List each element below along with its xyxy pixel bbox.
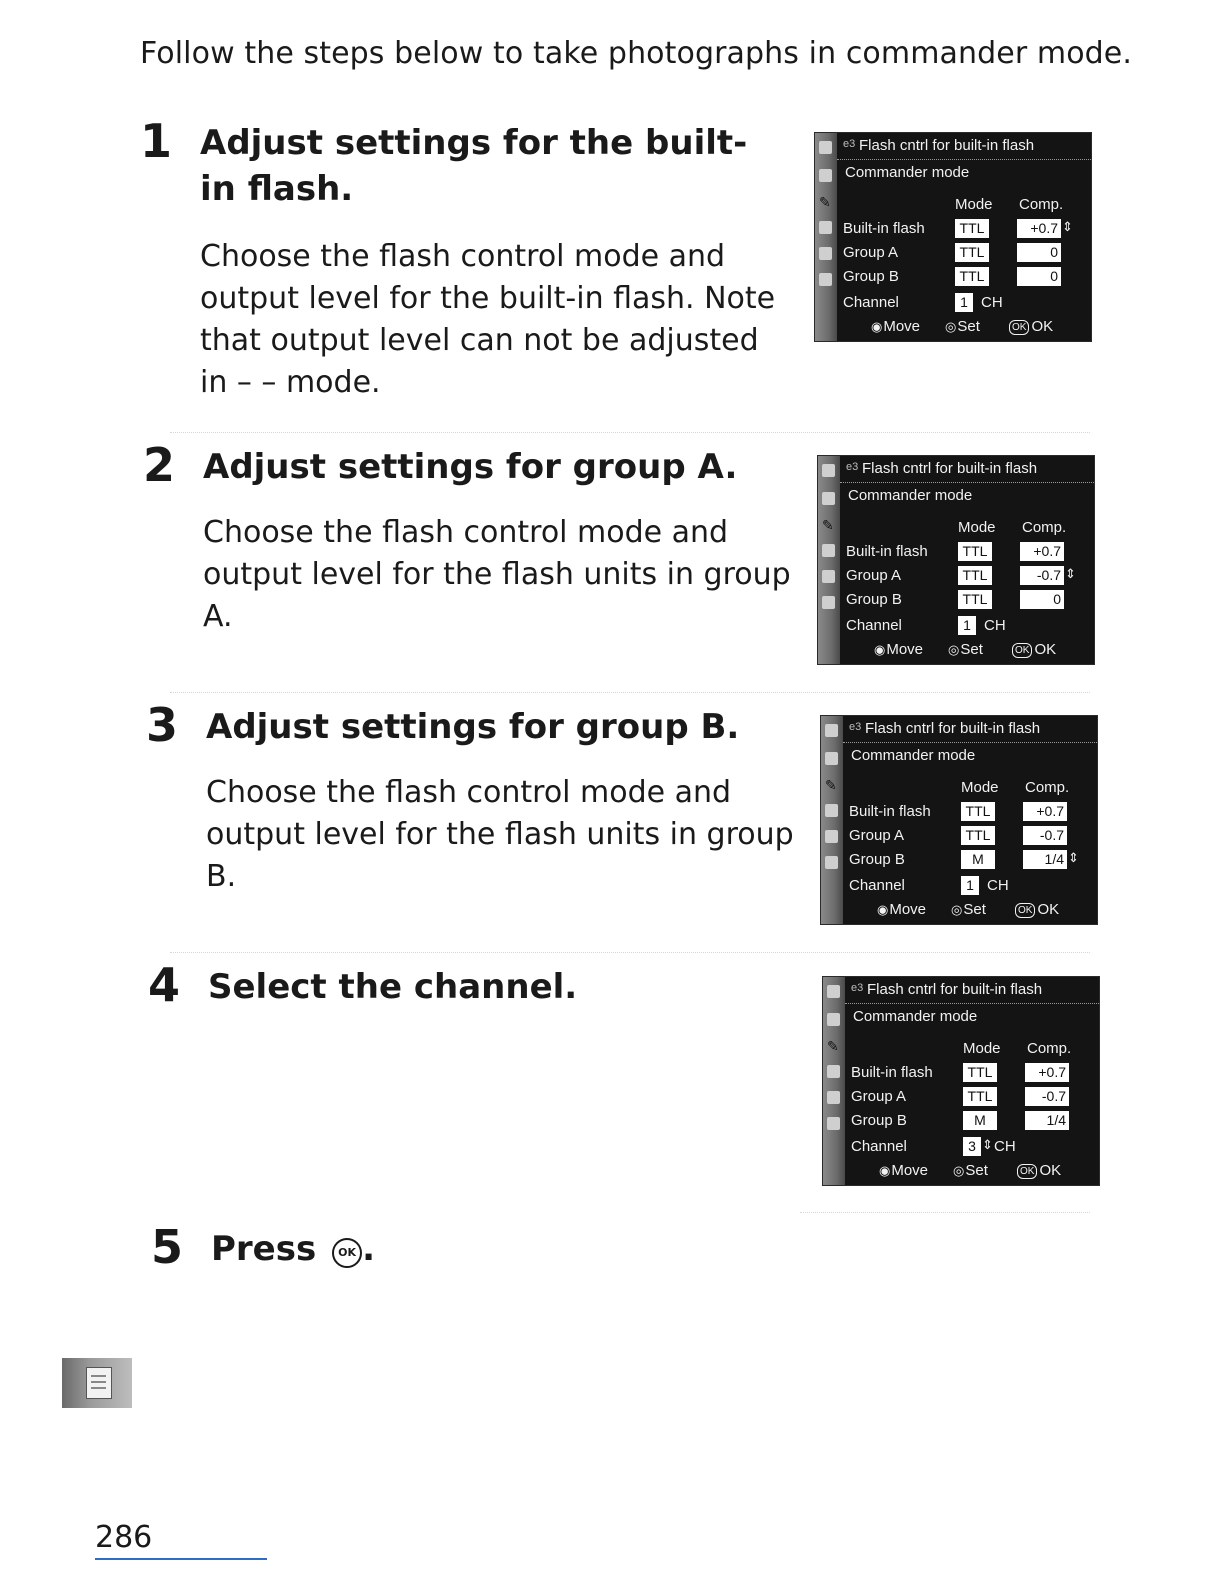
- page-number-rule: [95, 1558, 267, 1560]
- comp-value[interactable]: 1/4: [1023, 850, 1067, 869]
- column-mode: Mode: [955, 196, 993, 213]
- hint-ok-label: OK: [1037, 901, 1060, 918]
- setup-menu-icon: [827, 1065, 840, 1078]
- intro-text: Follow the steps below to take photographs in commander mode.: [140, 36, 1132, 71]
- custom-settings-pencil-icon: ✎: [825, 777, 837, 793]
- hint-move: [879, 1162, 928, 1179]
- camera-screen-1: [815, 133, 1091, 341]
- hint-ok-label: OK: [1031, 318, 1054, 335]
- channel-unit: CH: [984, 617, 1006, 634]
- row-group-b[interactable]: [843, 266, 1091, 288]
- playback-menu-icon: [819, 141, 832, 154]
- row-group-a[interactable]: [849, 825, 1097, 847]
- step-body: Choose the flash control mode and output level for the built-in flash. Note that output level can not be adjusted in – – mode.: [200, 239, 776, 400]
- menu-code: e3: [849, 721, 862, 733]
- multi-selector-left-right-icon: ◎: [948, 642, 960, 657]
- comp-value[interactable]: 0: [1017, 243, 1061, 262]
- comp-value[interactable]: -0.7: [1020, 566, 1064, 585]
- playback-menu-icon: [825, 724, 838, 737]
- row-label: Group B: [851, 1112, 907, 1129]
- row-group-a[interactable]: [846, 565, 1094, 587]
- hint-set: [945, 318, 980, 335]
- setup-menu-icon: [822, 544, 835, 557]
- row-builtin[interactable]: [843, 218, 1091, 240]
- setup-menu-icon: [819, 221, 832, 234]
- hint-ok: [1012, 641, 1056, 658]
- camera-screen-3: [821, 716, 1097, 924]
- menu-tab-strip: [823, 977, 845, 1185]
- channel-value[interactable]: 3: [963, 1137, 981, 1156]
- row-label: Built-in flash: [849, 803, 931, 820]
- column-comp: Comp.: [1025, 779, 1070, 796]
- ok-button-icon: OK: [332, 1238, 362, 1268]
- row-label: Channel: [851, 1138, 907, 1155]
- row-builtin[interactable]: [846, 541, 1094, 563]
- hint-set: [951, 901, 986, 918]
- comp-value[interactable]: +0.7: [1023, 802, 1067, 821]
- mode-value[interactable]: M: [963, 1111, 997, 1130]
- screen-title: Flash cntrl for built-in flash: [865, 720, 1041, 737]
- divider: [170, 952, 1090, 953]
- screen-title: Flash cntrl for built-in flash: [862, 460, 1038, 477]
- my-menu-icon: [827, 1117, 840, 1130]
- hint-move-label: Move: [883, 318, 921, 335]
- row-group-b[interactable]: [849, 849, 1097, 871]
- row-group-a[interactable]: [851, 1086, 1099, 1108]
- hint-set-label: Set: [957, 318, 980, 335]
- row-label: Group B: [846, 591, 902, 608]
- divider: [800, 1212, 1090, 1213]
- hint-set: [948, 641, 983, 658]
- comp-value[interactable]: 0: [1020, 590, 1064, 609]
- multi-selector-up-down-icon: ◉: [877, 902, 889, 917]
- row-label: Built-in flash: [851, 1064, 933, 1081]
- multi-selector-left-right-icon: ◎: [953, 1163, 965, 1178]
- retouch-menu-icon: [822, 570, 835, 583]
- hint-ok: [1017, 1162, 1061, 1179]
- mode-value[interactable]: TTL: [961, 826, 995, 845]
- mode-value[interactable]: TTL: [963, 1087, 997, 1106]
- multi-selector-up-down-icon: ◉: [879, 1163, 891, 1178]
- hint-set: [953, 1162, 988, 1179]
- screen-subtitle: Commander mode: [853, 1008, 978, 1025]
- channel-value[interactable]: 1: [961, 876, 979, 895]
- row-builtin[interactable]: [851, 1062, 1099, 1084]
- step-number: 4: [148, 958, 181, 1012]
- step-title: Adjust settings for the built-in flash.: [200, 123, 748, 209]
- row-label: Built-in flash: [843, 220, 925, 237]
- ok-button-icon: OK: [1012, 643, 1032, 658]
- channel-unit: CH: [981, 294, 1003, 311]
- screen-subtitle: Commander mode: [848, 487, 973, 504]
- multi-selector-left-right-icon: ◎: [951, 902, 963, 917]
- selection-arrow-icon: ⇕: [1062, 219, 1073, 234]
- screen-header: [840, 456, 1094, 483]
- row-label: Group A: [843, 244, 899, 261]
- hint-ok: [1015, 901, 1059, 918]
- channel-value[interactable]: 1: [958, 616, 976, 635]
- step-title: Adjust settings for group B.: [206, 707, 740, 747]
- my-menu-icon: [822, 596, 835, 609]
- page-number: 286: [95, 1520, 153, 1555]
- section-tab: [62, 1358, 132, 1408]
- ok-button-icon: OK: [1015, 903, 1035, 918]
- mode-value[interactable]: TTL: [955, 267, 989, 286]
- selection-arrow-icon: ⇕: [1065, 566, 1076, 581]
- menu-code: e3: [843, 138, 856, 150]
- channel-value[interactable]: 1: [955, 293, 973, 312]
- mode-value[interactable]: TTL: [955, 243, 989, 262]
- row-label: Group B: [843, 268, 899, 285]
- comp-value[interactable]: 1/4: [1025, 1111, 1069, 1130]
- press-suffix: .: [362, 1229, 375, 1269]
- mode-value[interactable]: TTL: [958, 590, 992, 609]
- step-title: Select the channel.: [208, 967, 578, 1007]
- multi-selector-up-down-icon: ◉: [874, 642, 886, 657]
- hint-set-label: Set: [963, 901, 986, 918]
- menu-tab-strip: [821, 716, 843, 924]
- row-label: Group A: [846, 567, 902, 584]
- camera-screen-4: [823, 977, 1099, 1185]
- hint-set-label: Set: [965, 1162, 988, 1179]
- ok-button-icon: OK: [1017, 1164, 1037, 1179]
- shooting-menu-icon: [825, 752, 838, 765]
- step-number: 3: [146, 698, 179, 752]
- row-label: Channel: [849, 877, 905, 894]
- my-menu-icon: [825, 856, 838, 869]
- screen-subtitle: Commander mode: [851, 747, 976, 764]
- comp-value[interactable]: -0.7: [1025, 1087, 1069, 1106]
- hint-move: [877, 901, 926, 918]
- hint-ok-label: OK: [1039, 1162, 1062, 1179]
- shooting-menu-icon: [822, 492, 835, 505]
- column-mode: Mode: [961, 779, 999, 796]
- row-channel[interactable]: [846, 615, 1094, 637]
- row-builtin[interactable]: [849, 801, 1097, 823]
- comp-value[interactable]: +0.7: [1020, 542, 1064, 561]
- playback-menu-icon: [822, 464, 835, 477]
- mode-value[interactable]: M: [961, 850, 995, 869]
- channel-unit: CH: [987, 877, 1009, 894]
- column-comp: Comp.: [1019, 196, 1064, 213]
- screen-subtitle: Commander mode: [845, 164, 970, 181]
- comp-value[interactable]: +0.7: [1025, 1063, 1069, 1082]
- divider: [170, 432, 1090, 433]
- mode-value[interactable]: TTL: [963, 1063, 997, 1082]
- retouch-menu-icon: [827, 1091, 840, 1104]
- mode-value[interactable]: TTL: [955, 219, 989, 238]
- camera-screen-2: [818, 456, 1094, 664]
- comp-value[interactable]: -0.7: [1023, 826, 1067, 845]
- comp-value[interactable]: +0.7: [1017, 219, 1061, 238]
- row-channel[interactable]: [851, 1136, 1099, 1158]
- retouch-menu-icon: [819, 247, 832, 260]
- mode-value[interactable]: TTL: [961, 802, 995, 821]
- selection-arrow-icon: ⇕: [1068, 850, 1079, 865]
- multi-selector-up-down-icon: ◉: [871, 319, 883, 334]
- menu-code: e3: [846, 461, 859, 473]
- custom-settings-pencil-icon: ✎: [827, 1038, 839, 1054]
- row-label: Group A: [851, 1088, 907, 1105]
- screen-header: [837, 133, 1091, 160]
- hint-move-label: Move: [886, 641, 924, 658]
- hint-ok: [1009, 318, 1053, 335]
- shooting-menu-icon: [827, 1013, 840, 1026]
- channel-unit: CH: [994, 1138, 1016, 1155]
- menu-tab-strip: [818, 456, 840, 664]
- row-label: Group A: [849, 827, 905, 844]
- step-body: Choose the flash control mode and output level for the flash units in group A.: [203, 515, 791, 634]
- step-title: [211, 1226, 791, 1272]
- screen-header: [845, 977, 1099, 1004]
- step-2: [143, 438, 803, 644]
- selection-arrow-icon: ⇕: [982, 1137, 993, 1152]
- retouch-menu-icon: [825, 830, 838, 843]
- step-1: [140, 114, 800, 410]
- custom-settings-pencil-icon: ✎: [822, 517, 834, 533]
- screen-title: Flash cntrl for built-in flash: [867, 981, 1043, 998]
- row-group-b[interactable]: [846, 589, 1094, 611]
- menu-tab-strip: [815, 133, 837, 341]
- menu-code: e3: [851, 982, 864, 994]
- column-comp: Comp.: [1022, 519, 1067, 536]
- comp-value[interactable]: 0: [1017, 267, 1061, 286]
- step-3: [146, 698, 806, 904]
- step-5: [151, 1220, 811, 1286]
- screen-title: Flash cntrl for built-in flash: [859, 137, 1035, 154]
- setup-menu-icon: [825, 804, 838, 817]
- row-label: Built-in flash: [846, 543, 928, 560]
- step-number: 5: [151, 1220, 184, 1274]
- ok-button-icon: OK: [1009, 320, 1029, 335]
- custom-settings-pencil-icon: ✎: [819, 194, 831, 210]
- step-title: Adjust settings for group A.: [203, 447, 738, 487]
- step-number: 2: [143, 438, 176, 492]
- step-number: 1: [140, 114, 173, 168]
- screen-header: [843, 716, 1097, 743]
- mode-value[interactable]: TTL: [958, 566, 992, 585]
- row-label: Channel: [843, 294, 899, 311]
- row-channel[interactable]: [849, 875, 1097, 897]
- column-mode: Mode: [958, 519, 996, 536]
- hint-move: [874, 641, 923, 658]
- mode-value[interactable]: TTL: [958, 542, 992, 561]
- column-mode: Mode: [963, 1040, 1001, 1057]
- row-group-a[interactable]: [843, 242, 1091, 264]
- hint-move-label: Move: [891, 1162, 929, 1179]
- divider: [170, 692, 1090, 693]
- step-body: Choose the flash control mode and output level for the flash units in group B.: [206, 775, 794, 894]
- hint-ok-label: OK: [1034, 641, 1057, 658]
- playback-menu-icon: [827, 985, 840, 998]
- step-4: [148, 958, 808, 1024]
- column-comp: Comp.: [1027, 1040, 1072, 1057]
- row-label: Channel: [846, 617, 902, 634]
- shooting-menu-icon: [819, 169, 832, 182]
- row-channel[interactable]: [843, 292, 1091, 314]
- row-group-b[interactable]: [851, 1110, 1099, 1132]
- hint-set-label: Set: [960, 641, 983, 658]
- my-menu-icon: [819, 273, 832, 286]
- hint-move: [871, 318, 920, 335]
- multi-selector-left-right-icon: ◎: [945, 319, 957, 334]
- hint-move-label: Move: [889, 901, 927, 918]
- menu-document-icon: [86, 1367, 112, 1399]
- press-label: Press: [211, 1229, 317, 1269]
- row-label: Group B: [849, 851, 905, 868]
